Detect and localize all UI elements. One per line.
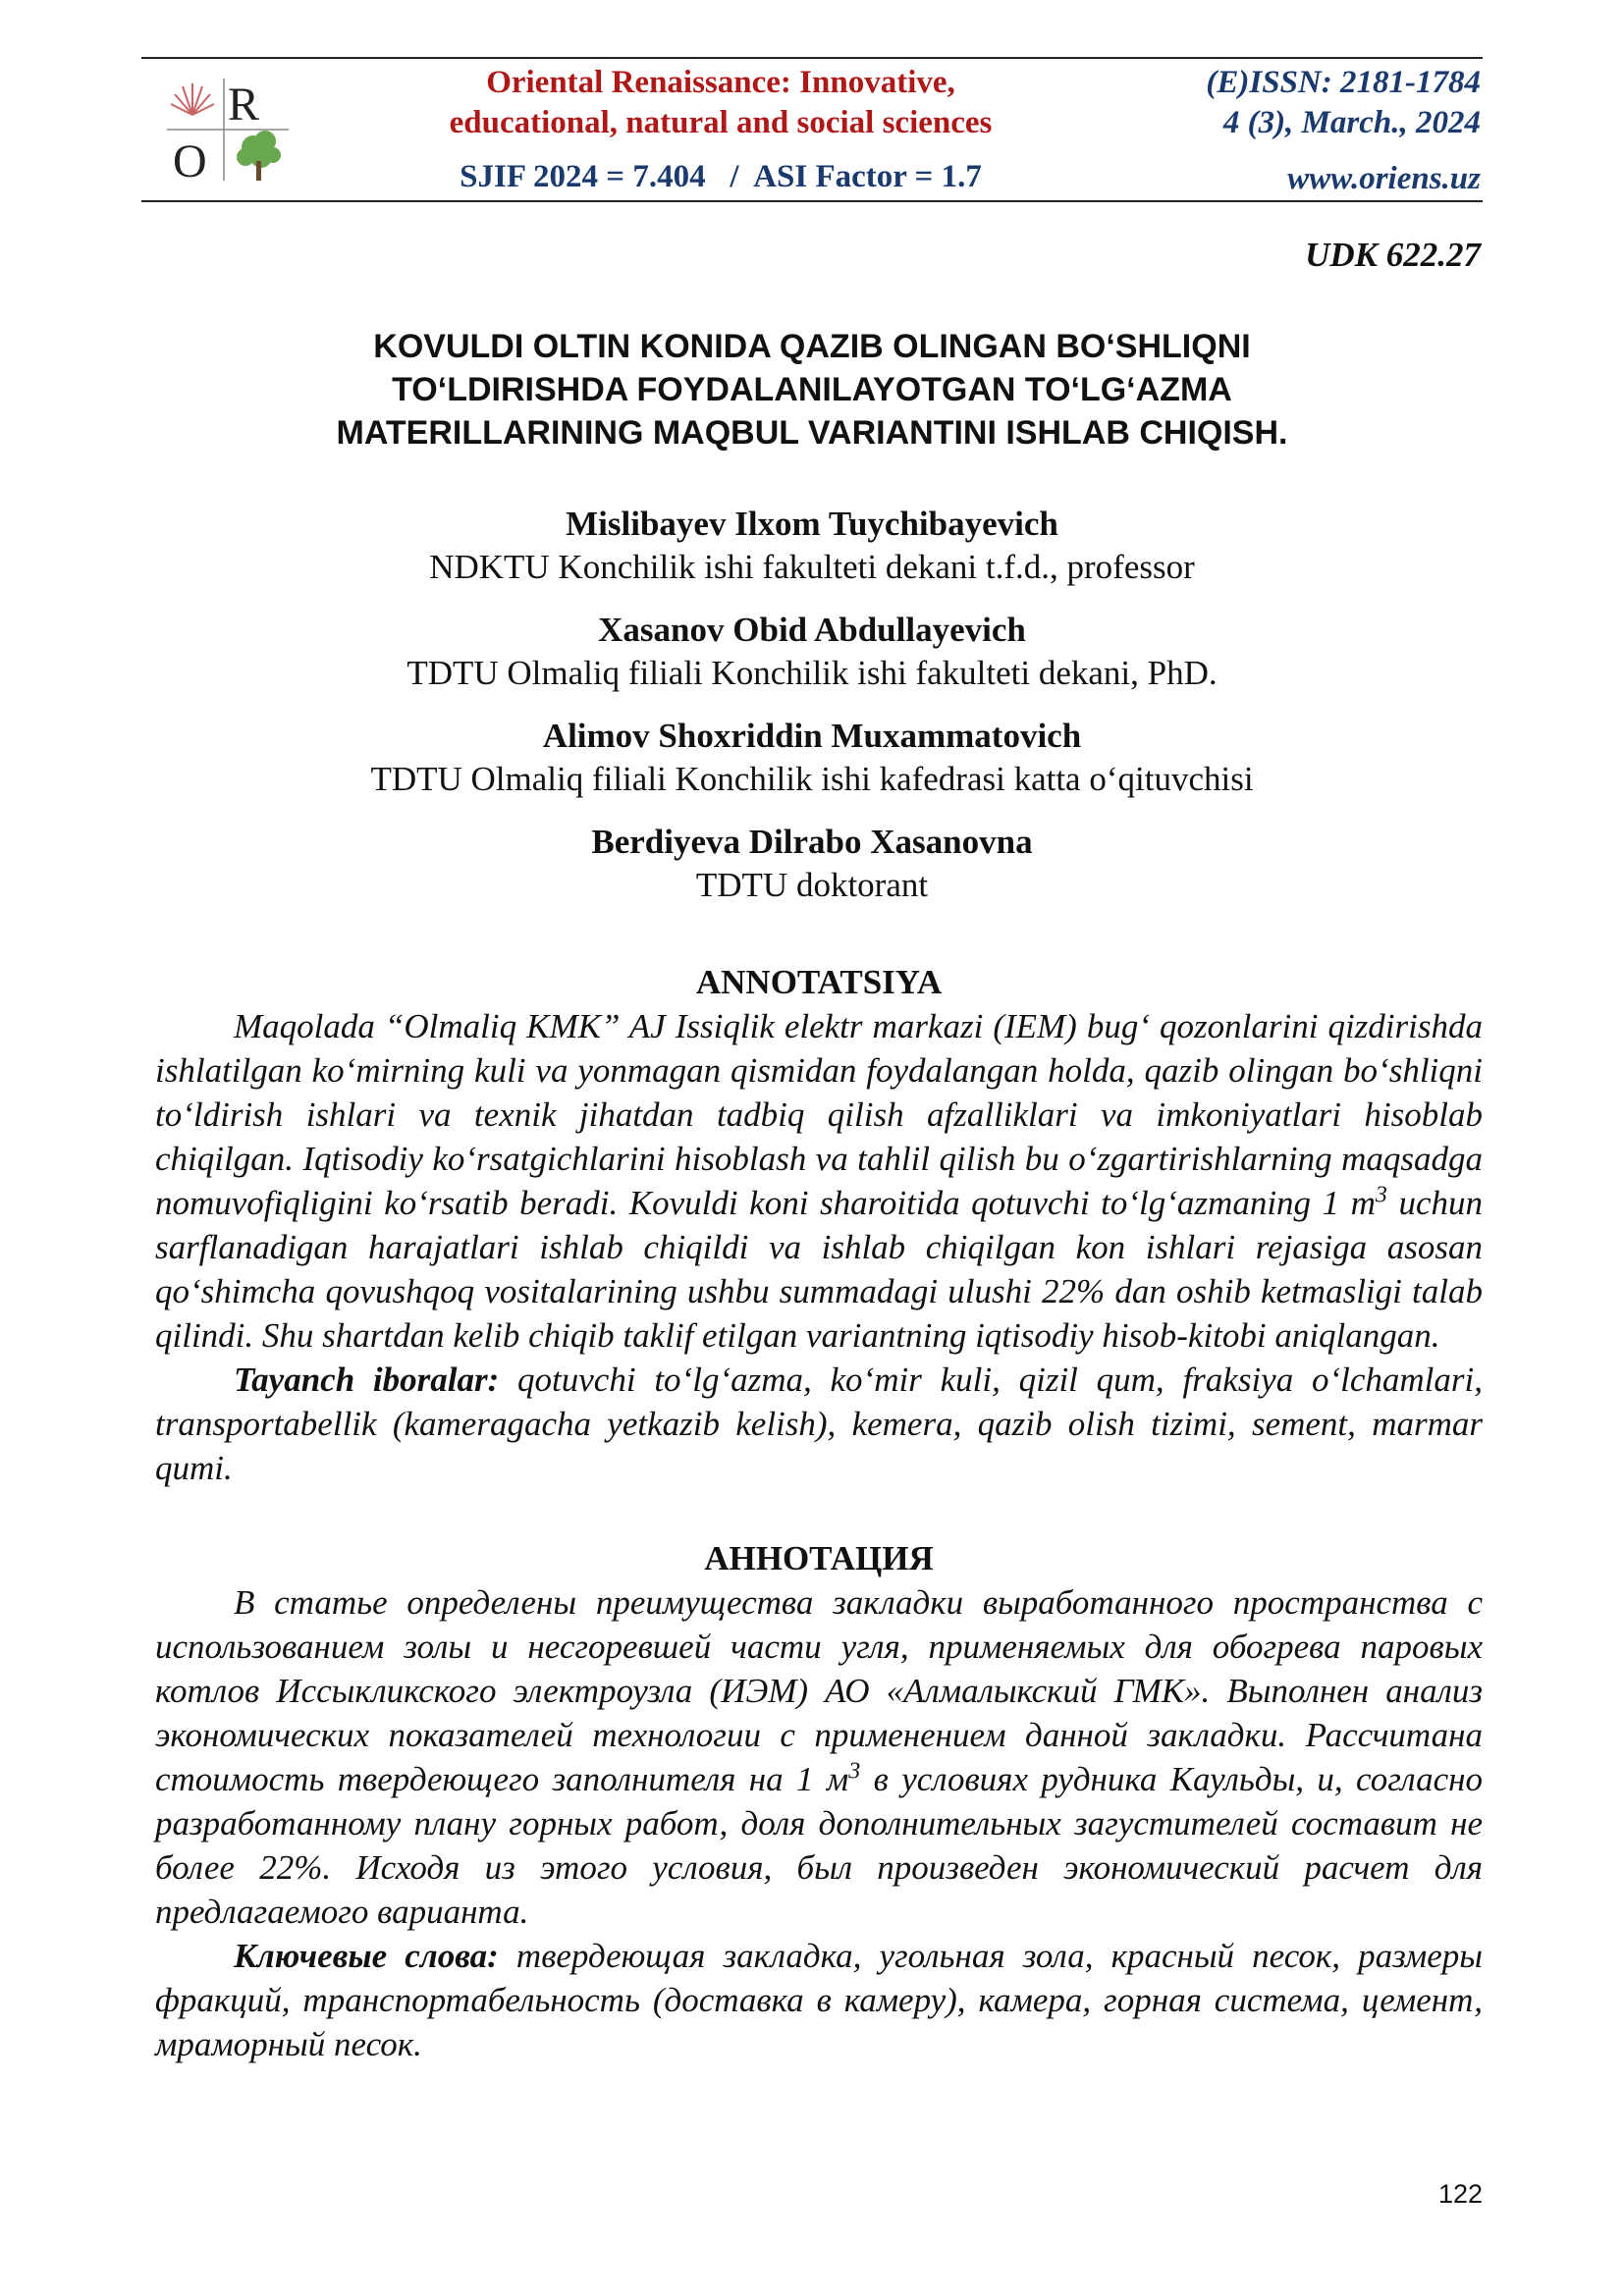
journal-logo — [163, 71, 300, 188]
author-affiliation: TDTU doktorant — [695, 866, 929, 904]
author-name: Mislibayev Ilxom Tuychibayevich — [566, 505, 1058, 543]
header-center — [411, 59, 1030, 195]
journal-title-line: Oriental Renaissance: Innovative, — [486, 65, 955, 100]
title-line: TO‘LDIRISHDA FOYDALANILAYOTGAN TO‘LG‘AZMA — [392, 371, 1232, 408]
author-name: Berdiyeva Dilrabo Xasanovna — [591, 823, 1033, 861]
author-affiliation: TDTU Olmaliq filiali Konchilik ishi kafedrasi katta o‘qituvchisi — [370, 760, 1254, 798]
issue-info: 4 (3), March., 2024 — [1222, 105, 1481, 140]
annotation-heading: ANNOTATSIYA — [695, 963, 943, 1001]
title-line: KOVULDI OLTIN KONIDA QAZIB OLINGAN BO‘SHLIQNI — [373, 328, 1251, 365]
keywords-text: твердеющая закладка, угольная зола, красный песок, размеры фракций, транспортабельность (доставка в камеру), камера, горная система, цемент, мраморный песок. — [155, 1937, 1483, 2063]
journal-title — [411, 63, 1030, 143]
author — [141, 503, 1483, 589]
journal-header — [141, 57, 1483, 202]
website-link[interactable]: www.oriens.uz — [1287, 161, 1481, 196]
udk-code: UDK 622.27 — [1305, 236, 1481, 274]
superscript: 3 — [848, 1758, 861, 1785]
page-number: 122 — [1437, 2179, 1483, 2209]
author — [141, 609, 1483, 695]
keywords-paragraph — [155, 1358, 1483, 1490]
annotation-heading: АННОТАЦИЯ — [704, 1539, 934, 1577]
superscript: 3 — [1375, 1182, 1387, 1208]
svg-text:R: R — [228, 79, 260, 131]
author-name: Alimov Shoxriddin Muxammatovich — [542, 717, 1082, 755]
keywords-text: qotuvchi to‘lg‘azma, ko‘mir kuli, qizil qum, fraksiya o‘lchamlari, transportabellik (kameragacha yetkazib kelish), kemera, qazib olish tizimi, sement, marmar qumi. — [155, 1361, 1483, 1487]
author — [141, 715, 1483, 801]
annotation-uz — [155, 960, 1483, 1490]
annotation-text: В статье определены преимущества закладки выработанного пространства с использованием золы и несгоревшей части угля, применяемых для обогрева паровых котлов Иссыкликского электроузла (ИЭМ) АО «Алмалыкский ГМК». Выполнен анализ экономических показателей технологии с применением данной закладки. Рассчитана стоимость твердеющего заполнителя на 1 $м^3$ в условиях рудника Каульды, и, согласно разработанному плану горных работ, доля дополнительных загустителей составит не более 22%. Исходя из этого условия, был произведен экономический расчет для предлагаемого варианта. — [155, 1583, 1483, 1931]
header-right — [1206, 59, 1481, 199]
journal-title-line: educational, natural and social sciences — [449, 105, 993, 140]
author-affiliation: TDTU Olmaliq filiali Konchilik ishi fakulteti dekani, PhD. — [406, 654, 1218, 692]
sjif-factor: SJIF 2024 = 7.404 / ASI Factor = 1.7 — [460, 159, 982, 194]
annotation-ru — [155, 1536, 1483, 2066]
keywords-paragraph — [155, 1934, 1483, 2066]
author-list — [141, 503, 1483, 927]
keywords-label: Tayanch iboralar: — [234, 1361, 500, 1399]
logo-graphic — [163, 71, 300, 188]
issn: (E)ISSN: 2181-1784 — [1206, 65, 1481, 100]
title-line: MATERILLARINING MAQBUL VARIANTINI ISHLAB CHIQISH. — [336, 414, 1288, 452]
author-name: Xasanov Obid Abdullayevich — [598, 611, 1026, 649]
author — [141, 821, 1483, 907]
paper-title — [141, 325, 1483, 454]
author-affiliation: NDKTU Konchilik ishi fakulteti dekani t.f.d., professor — [429, 548, 1195, 586]
svg-text:O: O — [173, 135, 207, 187]
annotation-text: Maqolada “Olmaliq KMK” AJ Issiqlik elektr markazi (IEM) bug‘ qozonlarini qizdirishda ishlatilgan ko‘mirning kuli va yonmagan qismidan foydalangan holda, qazib olingan bo‘shliqni to‘ldirish ishlari va texnik jihatdan tadbiq qilish afzalliklari va imkoniyatlari hisoblab chiqilgan. Iqtisodiy ko‘rsatgichlarini hisoblash va tahlil qilish bu o‘zgartirishlarning maqsadga nomuvofiqligini ko‘rsatib beradi. Kovuldi koni sharoitida qotuvchi to‘lg‘azmaning 1 $m^3$ uchun sarflanadigan harajatlari ishlab chiqildi va ishlab chiqilgan kon ishlari rejasiga asosan qo‘shimcha qovushqoq vositalarining ushbu summadagi ulushi 22% dan oshib ketmasligi talab qilindi. Shu shartdan kelib chiqib taklif etilgan variantning iqtisodiy hisob-kitobi aniqlangan. — [155, 1007, 1483, 1355]
keywords-label: Ключевые слова: — [234, 1937, 499, 1975]
